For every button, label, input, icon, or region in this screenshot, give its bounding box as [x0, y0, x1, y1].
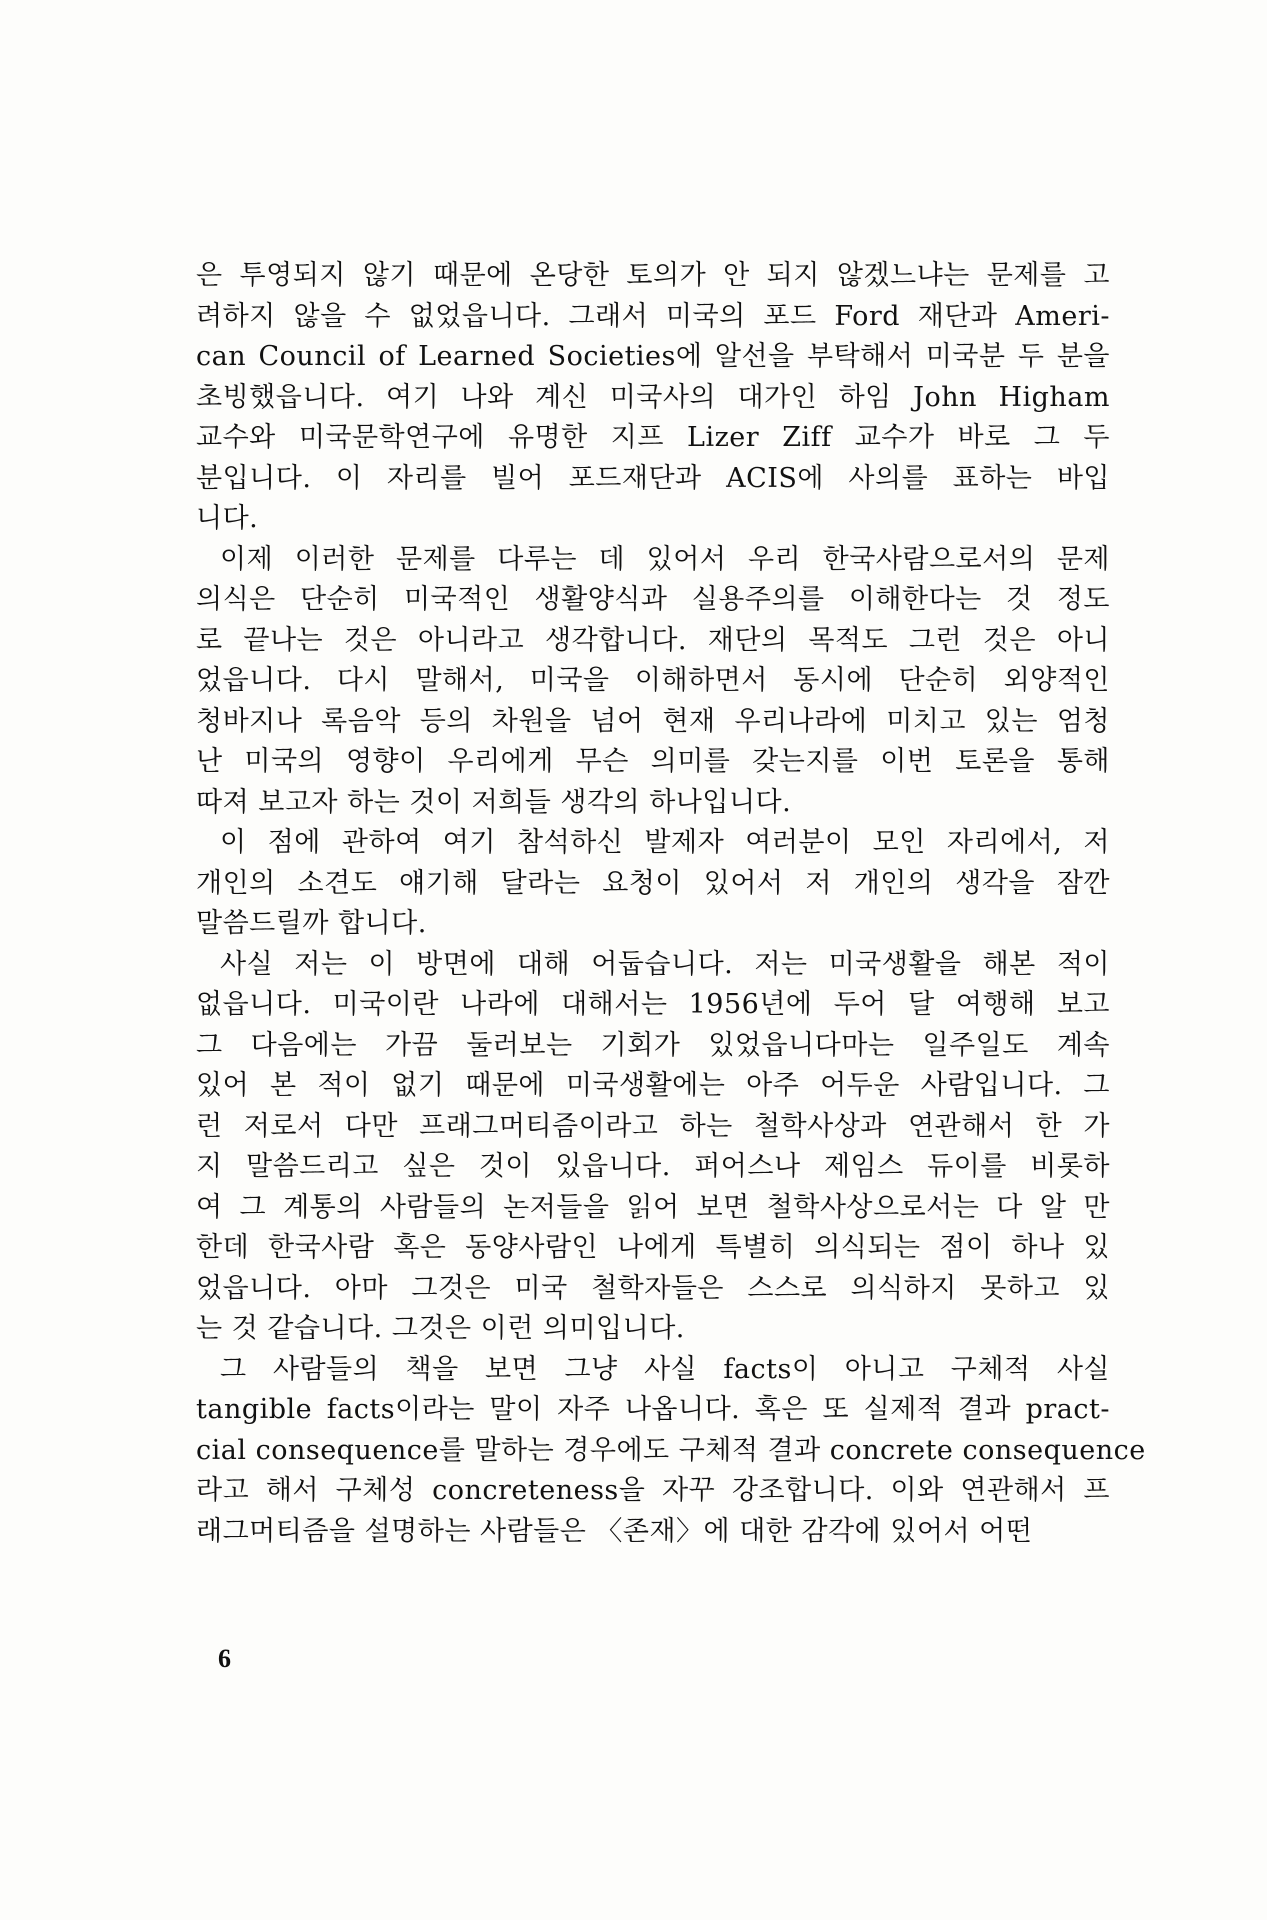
- text-line: 니다.: [196, 503, 259, 534]
- text-line: 개인의 소견도 얘기해 달라는 요청이 있어서 저 개인의 생각을 잠깐: [196, 867, 1110, 899]
- text-line: 말씀드릴까 합니다.: [196, 908, 427, 939]
- text-line: 청바지나 록음악 등의 차원을 넘어 현재 우리나라에 미치고 있는 엄청: [196, 705, 1110, 737]
- text-line: 런 저로서 다만 프래그머티즘이라고 하는 철학사상과 연관해서 한 가: [196, 1110, 1110, 1142]
- text-line: 그 사람들의 책을 보면 그냥 사실 facts이 아니고 구체적 사실: [220, 1353, 1110, 1385]
- text-line: 사실 저는 이 방면에 대해 어둡습니다. 저는 미국생활을 해본 적이: [220, 948, 1110, 980]
- text-line: 로 끝나는 것은 아니라고 생각합니다. 재단의 목적도 그런 것은 아니: [196, 624, 1110, 656]
- text-line: 는 것 같습니다. 그것은 이런 의미입니다.: [196, 1313, 685, 1344]
- text-line: 지 말씀드리고 싶은 것이 있읍니다. 퍼어스나 제임스 듀이를 비롯하: [196, 1151, 1110, 1182]
- text-line: 초빙했읍니다. 여기 나와 계신 미국사의 대가인 하임 John Higham: [196, 381, 1110, 413]
- page-number: 6: [218, 1644, 231, 1673]
- text-line: can Council of Learned Societies에 알선을 부탁해서 미국분 두 분을: [196, 341, 1110, 372]
- text-line: 은 투영되지 않기 때문에 온당한 토의가 안 되지 않겠느냐는 문제를 고: [196, 260, 1110, 291]
- text-line: 한데 한국사람 혹은 동양사람인 나에게 특별히 의식되는 점이 하나 있: [196, 1232, 1110, 1263]
- text-line: 이제 이러한 문제를 다루는 데 있어서 우리 한국사람으로서의 문제: [220, 543, 1110, 575]
- text-line: 그 다음에는 가끔 둘러보는 기회가 있었읍니다마는 일주일도 계속: [196, 1029, 1110, 1061]
- text-line: 여 그 계통의 사람들의 논저들을 읽어 보면 철학사상으로서는 다 알 만: [196, 1191, 1110, 1223]
- text-line: 분입니다. 이 자리를 빌어 포드재단과 ACIS에 사의를 표하는 바입: [196, 462, 1110, 494]
- text-line: 려하지 않을 수 없었읍니다. 그래서 미국의 포드 Ford 재단과 Ameri-: [196, 300, 1110, 332]
- text-line: 래그머티즘을 설명하는 사람들은 〈존재〉에 대한 감각에 있어서 어떤: [196, 1515, 1033, 1547]
- text-line: 교수와 미국문학연구에 유명한 지프 Lizer Ziff 교수가 바로 그 두: [196, 422, 1110, 453]
- text-line: 었읍니다. 아마 그것은 미국 철학자들은 스스로 의식하지 못하고 있: [196, 1272, 1110, 1304]
- text-line: 따져 보고자 하는 것이 저희들 생각의 하나입니다.: [196, 786, 792, 818]
- text-line: 있어 본 적이 없기 때문에 미국생활에는 아주 어두운 사람입니다. 그: [196, 1070, 1110, 1101]
- text-line: tangible facts이라는 말이 자주 나옵니다. 혹은 또 실제적 결과 pract-: [196, 1394, 1110, 1425]
- paragraph: [196, 823, 1110, 945]
- paragraph: [196, 256, 1110, 540]
- text-line: 난 미국의 영향이 우리에게 무슨 의미를 갖는지를 이번 토론을 통해: [196, 746, 1110, 777]
- text-line: 었읍니다. 다시 말해서, 미국을 이해하면서 동시에 단순히 외양적인: [196, 665, 1110, 696]
- paragraph: [196, 1350, 1146, 1553]
- text-line: 라고 해서 구체성 concreteness을 자꾸 강조합니다. 이와 연관해서 프: [196, 1475, 1110, 1506]
- paragraph: [196, 540, 1110, 824]
- paragraph: [196, 945, 1110, 1350]
- text-line: 없읍니다. 미국이란 나라에 대해서는 1956년에 두어 달 여행해 보고: [196, 989, 1110, 1020]
- text-line: 의식은 단순히 미국적인 생활양식과 실용주의를 이해한다는 것 정도: [196, 584, 1110, 615]
- text-line: cial consequence를 말하는 경우에도 구체적 결과 concrete consequence: [196, 1434, 1146, 1466]
- body-text: [196, 256, 1146, 1552]
- text-line: 이 점에 관하여 여기 참석하신 발제자 여러분이 모인 자리에서, 저: [220, 827, 1110, 858]
